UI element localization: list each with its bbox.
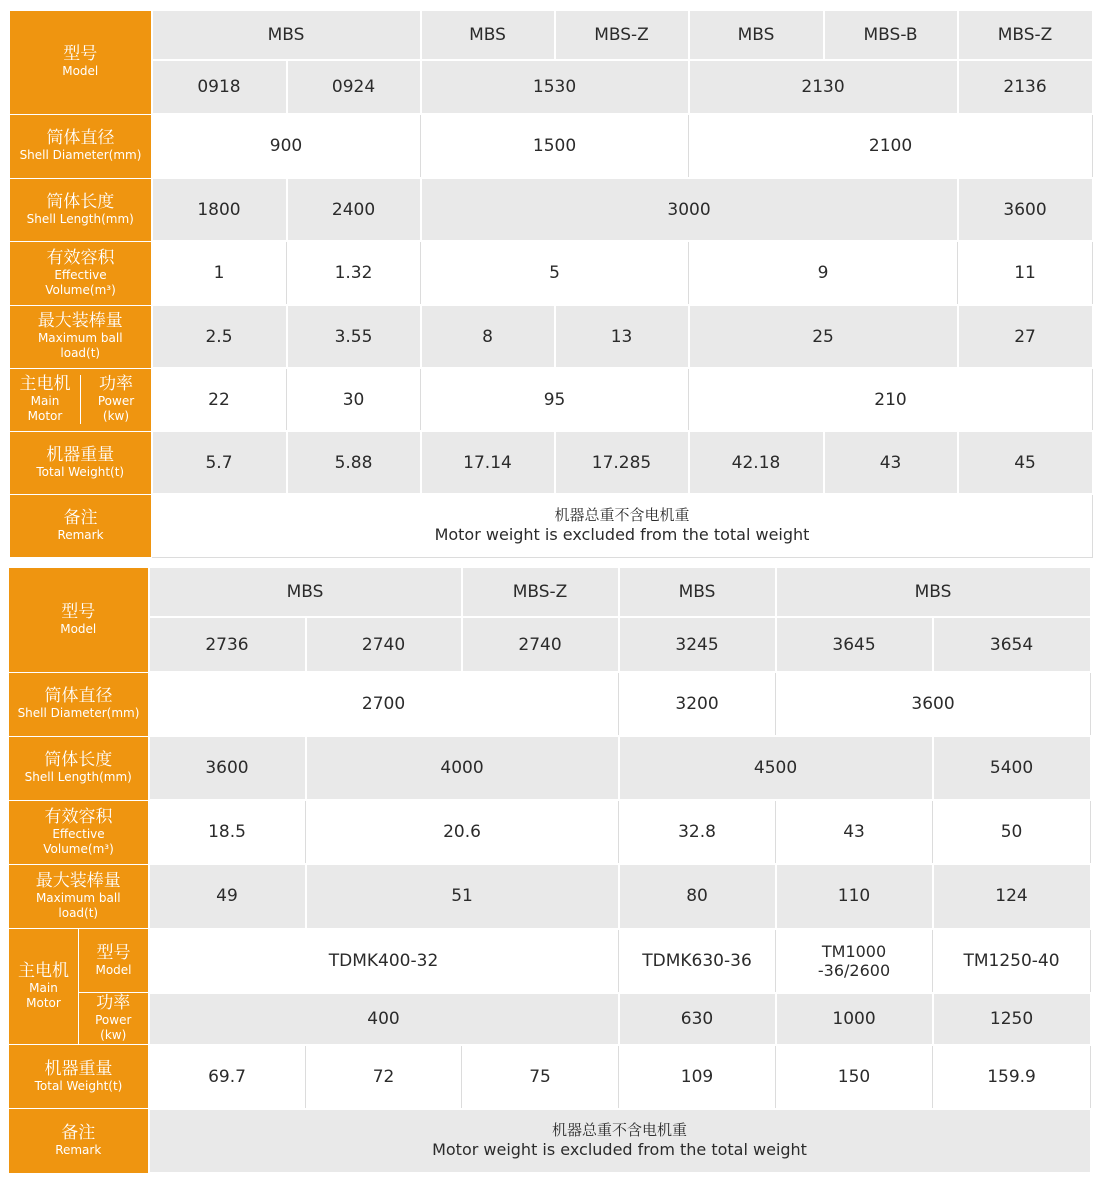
weight-cell: 150 <box>776 1045 933 1109</box>
shell-length-cell: 4000 <box>306 736 619 800</box>
shell-diameter-cell: 2100 <box>689 114 1093 178</box>
shell-diameter-cell: 900 <box>152 114 421 178</box>
label-max-ball-load: 最大装棒量 Maximum ball load(t) <box>10 305 152 368</box>
label-power: 功率 Power (kw) <box>79 993 149 1045</box>
label-effective-volume: 有效容积 Effective Volume(m³) <box>9 800 149 864</box>
shell-length-cell: 4500 <box>619 736 933 800</box>
power-cell: 95 <box>421 368 689 431</box>
label-total-weight: 机器重量 Total Weight(t) <box>10 431 152 494</box>
model-cell: 3245 <box>619 617 776 672</box>
shell-diameter-cell: 3200 <box>619 672 776 736</box>
shell-length-cell: 1800 <box>152 178 287 241</box>
motor-model-cell: TM1000 -36/2600 <box>776 929 933 993</box>
effective-volume-cell: 32.8 <box>619 800 776 864</box>
model-cell: 3654 <box>933 617 1091 672</box>
series-cell: MBS <box>152 10 421 60</box>
power-cell: 210 <box>689 368 1093 431</box>
remark-cell: 机器总重不含电机重 Motor weight is excluded from the total weight <box>149 1109 1091 1173</box>
ball-load-cell: 124 <box>933 864 1091 928</box>
series-cell: MBS <box>689 10 824 60</box>
label-remark: 备注 Remark <box>10 494 152 557</box>
spec-table-1 <box>9 9 1094 558</box>
label-total-weight: 机器重量 Total Weight(t) <box>9 1045 149 1109</box>
label-shell-length: 筒体长度 Shell Length(mm) <box>9 736 149 800</box>
model-cell: 2740 <box>306 617 462 672</box>
ball-load-cell: 3.55 <box>287 305 421 368</box>
effective-volume-cell: 20.6 <box>306 800 619 864</box>
effective-volume-cell: 11 <box>958 241 1093 305</box>
model-cell: 0918 <box>152 60 287 114</box>
label-model: 型号 Model <box>9 567 149 672</box>
shell-diameter-cell: 3600 <box>776 672 1091 736</box>
label-main-motor: 主电机 Main Motor <box>9 929 79 1045</box>
series-cell: MBS-Z <box>462 567 619 617</box>
series-cell: MBS <box>776 567 1091 617</box>
power-cell: 1250 <box>933 993 1091 1045</box>
label-model: 型号 Model <box>10 10 152 114</box>
power-cell: 30 <box>287 368 421 431</box>
shell-length-cell: 3600 <box>149 736 306 800</box>
shell-length-cell: 5400 <box>933 736 1091 800</box>
weight-cell: 5.88 <box>287 431 421 494</box>
label-remark: 备注 Remark <box>9 1109 149 1173</box>
ball-load-cell: 49 <box>149 864 306 928</box>
weight-cell: 42.18 <box>689 431 824 494</box>
power-cell: 1000 <box>776 993 933 1045</box>
label-shell-length: 筒体长度 Shell Length(mm) <box>10 178 152 241</box>
effective-volume-cell: 50 <box>933 800 1091 864</box>
shell-length-cell: 2400 <box>287 178 421 241</box>
ball-load-cell: 80 <box>619 864 776 928</box>
weight-cell: 109 <box>619 1045 776 1109</box>
model-cell: 2130 <box>689 60 958 114</box>
series-cell: MBS <box>421 10 555 60</box>
power-cell: 22 <box>152 368 287 431</box>
model-cell: 1530 <box>421 60 689 114</box>
weight-cell: 75 <box>462 1045 619 1109</box>
weight-cell: 72 <box>306 1045 462 1109</box>
ball-load-cell: 2.5 <box>152 305 287 368</box>
motor-model-cell: TDMK400-32 <box>149 929 619 993</box>
ball-load-cell: 110 <box>776 864 933 928</box>
series-cell: MBS-B <box>824 10 958 60</box>
series-cell: MBS <box>149 567 462 617</box>
effective-volume-cell: 9 <box>689 241 958 305</box>
shell-diameter-cell: 1500 <box>421 114 689 178</box>
effective-volume-cell: 43 <box>776 800 933 864</box>
weight-cell: 17.14 <box>421 431 555 494</box>
shell-length-cell: 3000 <box>421 178 958 241</box>
ball-load-cell: 25 <box>689 305 958 368</box>
ball-load-cell: 51 <box>306 864 619 928</box>
series-cell: MBS-Z <box>958 10 1093 60</box>
label-motor-model: 型号 Model <box>79 929 149 993</box>
weight-cell: 17.285 <box>555 431 689 494</box>
effective-volume-cell: 1 <box>152 241 287 305</box>
series-cell: MBS-Z <box>555 10 689 60</box>
label-shell-diameter: 筒体直径 Shell Diameter(mm) <box>10 114 152 178</box>
effective-volume-cell: 5 <box>421 241 689 305</box>
model-cell: 2740 <box>462 617 619 672</box>
label-effective-volume: 有效容积 Effective Volume(m³) <box>10 241 152 305</box>
power-cell: 630 <box>619 993 776 1045</box>
power-cell: 400 <box>149 993 619 1045</box>
remark-cell: 机器总重不含电机重 Motor weight is excluded from the total weight <box>152 494 1093 557</box>
weight-cell: 45 <box>958 431 1093 494</box>
weight-cell: 69.7 <box>149 1045 306 1109</box>
model-cell: 0924 <box>287 60 421 114</box>
label-main-motor-power: 主电机 Main Motor 功率 Power (kw) <box>10 368 152 431</box>
model-cell: 3645 <box>776 617 933 672</box>
motor-model-cell: TDMK630-36 <box>619 929 776 993</box>
effective-volume-cell: 18.5 <box>149 800 306 864</box>
weight-cell: 159.9 <box>933 1045 1091 1109</box>
label-shell-diameter: 筒体直径 Shell Diameter(mm) <box>9 672 149 736</box>
model-cell: 2736 <box>149 617 306 672</box>
weight-cell: 5.7 <box>152 431 287 494</box>
ball-load-cell: 8 <box>421 305 555 368</box>
effective-volume-cell: 1.32 <box>287 241 421 305</box>
spec-table-2 <box>8 566 1092 1174</box>
label-max-ball-load: 最大装棒量 Maximum ball load(t) <box>9 864 149 928</box>
weight-cell: 43 <box>824 431 958 494</box>
model-cell: 2136 <box>958 60 1093 114</box>
ball-load-cell: 27 <box>958 305 1093 368</box>
shell-length-cell: 3600 <box>958 178 1093 241</box>
motor-model-cell: TM1250-40 <box>933 929 1091 993</box>
shell-diameter-cell: 2700 <box>149 672 619 736</box>
ball-load-cell: 13 <box>555 305 689 368</box>
series-cell: MBS <box>619 567 776 617</box>
